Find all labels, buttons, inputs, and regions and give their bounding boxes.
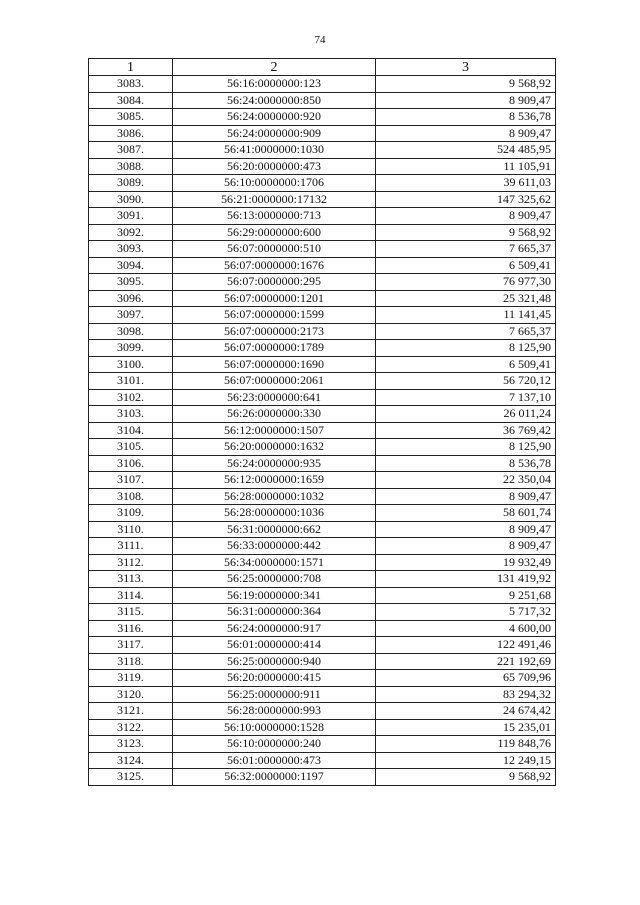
row-number-cell: 3112. — [89, 554, 173, 571]
row-number-cell: 3105. — [89, 439, 173, 456]
table-row — [89, 323, 556, 340]
table-row — [89, 76, 556, 93]
page-number: 74 — [314, 34, 326, 46]
amount-cell: 11 105,91 — [376, 158, 556, 175]
row-number-cell: 3097. — [89, 307, 173, 324]
table-row — [89, 92, 556, 109]
row-number-cell: 3119. — [89, 670, 173, 687]
cadastral-number-cell: 56:12:0000000:1659 — [173, 472, 376, 489]
row-number-cell: 3095. — [89, 274, 173, 291]
cadastral-number-cell: 56:16:0000000:123 — [173, 76, 376, 93]
table-row — [89, 125, 556, 142]
cadastral-number-cell: 56:01:0000000:414 — [173, 637, 376, 654]
amount-cell: 122 491,46 — [376, 637, 556, 654]
cadastral-number-cell: 56:24:0000000:920 — [173, 109, 376, 126]
cadastral-number-cell: 56:24:0000000:917 — [173, 620, 376, 637]
amount-cell: 76 977,30 — [376, 274, 556, 291]
amount-cell: 524 485,95 — [376, 142, 556, 159]
table-row — [89, 538, 556, 555]
row-number-cell: 3106. — [89, 455, 173, 472]
cadastral-number-cell: 56:23:0000000:641 — [173, 389, 376, 406]
row-number-cell: 3093. — [89, 241, 173, 258]
amount-cell: 39 611,03 — [376, 175, 556, 192]
amount-cell: 7 665,37 — [376, 241, 556, 258]
row-number-cell: 3107. — [89, 472, 173, 489]
table-row — [89, 439, 556, 456]
table-row — [89, 752, 556, 769]
table-row — [89, 142, 556, 159]
amount-cell: 9 251,68 — [376, 587, 556, 604]
table-row — [89, 488, 556, 505]
amount-cell: 19 932,49 — [376, 554, 556, 571]
amount-cell: 56 720,12 — [376, 373, 556, 390]
row-number-cell: 3101. — [89, 373, 173, 390]
cadastral-number-cell: 56:10:0000000:1528 — [173, 719, 376, 736]
table-row — [89, 620, 556, 637]
amount-cell: 8 909,47 — [376, 208, 556, 225]
amount-cell: 8 909,47 — [376, 125, 556, 142]
row-number-cell: 3104. — [89, 422, 173, 439]
table-header-row — [89, 59, 556, 76]
cadastral-number-cell: 56:20:0000000:415 — [173, 670, 376, 687]
table-row — [89, 175, 556, 192]
amount-cell: 22 350,04 — [376, 472, 556, 489]
column-header: 3 — [376, 59, 556, 76]
row-number-cell: 3083. — [89, 76, 173, 93]
cadastral-number-cell: 56:41:0000000:1030 — [173, 142, 376, 159]
table-row — [89, 406, 556, 423]
cadastral-number-cell: 56:10:0000000:240 — [173, 736, 376, 753]
amount-cell: 15 235,01 — [376, 719, 556, 736]
cadastral-number-cell: 56:07:0000000:1599 — [173, 307, 376, 324]
amount-cell: 6 509,41 — [376, 356, 556, 373]
cadastral-number-cell: 56:31:0000000:662 — [173, 521, 376, 538]
row-number-cell: 3094. — [89, 257, 173, 274]
amount-cell: 36 769,42 — [376, 422, 556, 439]
cadastral-number-cell: 56:07:0000000:2173 — [173, 323, 376, 340]
table-row — [89, 224, 556, 241]
table-row — [89, 389, 556, 406]
row-number-cell: 3084. — [89, 92, 173, 109]
amount-cell: 119 848,76 — [376, 736, 556, 753]
amount-cell: 8 909,47 — [376, 538, 556, 555]
cadastral-number-cell: 56:29:0000000:600 — [173, 224, 376, 241]
cadastral-number-cell: 56:24:0000000:909 — [173, 125, 376, 142]
row-number-cell: 3089. — [89, 175, 173, 192]
row-number-cell: 3121. — [89, 703, 173, 720]
row-number-cell: 3122. — [89, 719, 173, 736]
row-number-cell: 3116. — [89, 620, 173, 637]
amount-cell: 4 600,00 — [376, 620, 556, 637]
row-number-cell: 3100. — [89, 356, 173, 373]
row-number-cell: 3109. — [89, 505, 173, 522]
table-row — [89, 587, 556, 604]
cadastral-number-cell: 56:32:0000000:1197 — [173, 769, 376, 786]
cadastral-number-cell: 56:21:0000000:17132 — [173, 191, 376, 208]
table-row — [89, 373, 556, 390]
row-number-cell: 3125. — [89, 769, 173, 786]
table-row — [89, 686, 556, 703]
cadastral-number-cell: 56:07:0000000:1690 — [173, 356, 376, 373]
row-number-cell: 3110. — [89, 521, 173, 538]
column-header: 1 — [89, 59, 173, 76]
cadastral-number-cell: 56:07:0000000:295 — [173, 274, 376, 291]
row-number-cell: 3113. — [89, 571, 173, 588]
amount-cell: 6 509,41 — [376, 257, 556, 274]
table-row — [89, 158, 556, 175]
table-row — [89, 109, 556, 126]
amount-cell: 11 141,45 — [376, 307, 556, 324]
amount-cell: 8 125,90 — [376, 439, 556, 456]
cadastral-number-cell: 56:33:0000000:442 — [173, 538, 376, 555]
row-number-cell: 3091. — [89, 208, 173, 225]
cadastral-number-cell: 56:13:0000000:713 — [173, 208, 376, 225]
cadastral-number-cell: 56:28:0000000:993 — [173, 703, 376, 720]
row-number-cell: 3103. — [89, 406, 173, 423]
data-table — [88, 58, 556, 786]
amount-cell: 131 419,92 — [376, 571, 556, 588]
table-row — [89, 208, 556, 225]
row-number-cell: 3117. — [89, 637, 173, 654]
table-row — [89, 604, 556, 621]
table-row — [89, 472, 556, 489]
amount-cell: 5 717,32 — [376, 604, 556, 621]
cadastral-number-cell: 56:25:0000000:708 — [173, 571, 376, 588]
row-number-cell: 3102. — [89, 389, 173, 406]
table-row — [89, 505, 556, 522]
table-row — [89, 290, 556, 307]
cadastral-number-cell: 56:25:0000000:911 — [173, 686, 376, 703]
amount-cell: 58 601,74 — [376, 505, 556, 522]
table-row — [89, 340, 556, 357]
row-number-cell: 3098. — [89, 323, 173, 340]
cadastral-number-cell: 56:20:0000000:1632 — [173, 439, 376, 456]
row-number-cell: 3086. — [89, 125, 173, 142]
amount-cell: 8 909,47 — [376, 521, 556, 538]
amount-cell: 8 909,47 — [376, 92, 556, 109]
table-row — [89, 241, 556, 258]
cadastral-number-cell: 56:25:0000000:940 — [173, 653, 376, 670]
cadastral-number-cell: 56:01:0000000:473 — [173, 752, 376, 769]
table-row — [89, 554, 556, 571]
row-number-cell: 3099. — [89, 340, 173, 357]
row-number-cell: 3120. — [89, 686, 173, 703]
row-number-cell: 3090. — [89, 191, 173, 208]
amount-cell: 24 674,42 — [376, 703, 556, 720]
cadastral-number-cell: 56:24:0000000:935 — [173, 455, 376, 472]
amount-cell: 8 536,78 — [376, 109, 556, 126]
amount-cell: 8 536,78 — [376, 455, 556, 472]
cadastral-number-cell: 56:12:0000000:1507 — [173, 422, 376, 439]
cadastral-number-cell: 56:07:0000000:1201 — [173, 290, 376, 307]
cadastral-number-cell: 56:10:0000000:1706 — [173, 175, 376, 192]
amount-cell: 9 568,92 — [376, 224, 556, 241]
amount-cell: 26 011,24 — [376, 406, 556, 423]
amount-cell: 65 709,96 — [376, 670, 556, 687]
table-row — [89, 703, 556, 720]
cadastral-number-cell: 56:34:0000000:1571 — [173, 554, 376, 571]
amount-cell: 8 909,47 — [376, 488, 556, 505]
table-row — [89, 521, 556, 538]
table-row — [89, 307, 556, 324]
table-row — [89, 422, 556, 439]
row-number-cell: 3096. — [89, 290, 173, 307]
cadastral-number-cell: 56:07:0000000:2061 — [173, 373, 376, 390]
table-body — [89, 76, 556, 786]
cadastral-number-cell: 56:31:0000000:364 — [173, 604, 376, 621]
cadastral-number-cell: 56:28:0000000:1036 — [173, 505, 376, 522]
cadastral-number-cell: 56:07:0000000:510 — [173, 241, 376, 258]
row-number-cell: 3085. — [89, 109, 173, 126]
cadastral-number-cell: 56:20:0000000:473 — [173, 158, 376, 175]
cadastral-number-cell: 56:07:0000000:1676 — [173, 257, 376, 274]
amount-cell: 12 249,15 — [376, 752, 556, 769]
column-header: 2 — [173, 59, 376, 76]
row-number-cell: 3111. — [89, 538, 173, 555]
table-row — [89, 719, 556, 736]
table-row — [89, 274, 556, 291]
cadastral-number-cell: 56:19:0000000:341 — [173, 587, 376, 604]
amount-cell: 9 568,92 — [376, 769, 556, 786]
table-row — [89, 637, 556, 654]
row-number-cell: 3114. — [89, 587, 173, 604]
row-number-cell: 3087. — [89, 142, 173, 159]
cadastral-number-cell: 56:28:0000000:1032 — [173, 488, 376, 505]
table-row — [89, 257, 556, 274]
amount-cell: 9 568,92 — [376, 76, 556, 93]
amount-cell: 147 325,62 — [376, 191, 556, 208]
table-row — [89, 571, 556, 588]
amount-cell: 83 294,32 — [376, 686, 556, 703]
row-number-cell: 3118. — [89, 653, 173, 670]
table-row — [89, 653, 556, 670]
row-number-cell: 3115. — [89, 604, 173, 621]
row-number-cell: 3124. — [89, 752, 173, 769]
row-number-cell: 3108. — [89, 488, 173, 505]
amount-cell: 8 125,90 — [376, 340, 556, 357]
amount-cell: 7 665,37 — [376, 323, 556, 340]
amount-cell: 25 321,48 — [376, 290, 556, 307]
table-row — [89, 736, 556, 753]
row-number-cell: 3123. — [89, 736, 173, 753]
table-row — [89, 455, 556, 472]
cadastral-number-cell: 56:26:0000000:330 — [173, 406, 376, 423]
cadastral-number-cell: 56:07:0000000:1789 — [173, 340, 376, 357]
cadastral-number-cell: 56:24:0000000:850 — [173, 92, 376, 109]
table-row — [89, 670, 556, 687]
row-number-cell: 3092. — [89, 224, 173, 241]
row-number-cell: 3088. — [89, 158, 173, 175]
table-row — [89, 191, 556, 208]
amount-cell: 221 192,69 — [376, 653, 556, 670]
table-row — [89, 769, 556, 786]
table-row — [89, 356, 556, 373]
amount-cell: 7 137,10 — [376, 389, 556, 406]
